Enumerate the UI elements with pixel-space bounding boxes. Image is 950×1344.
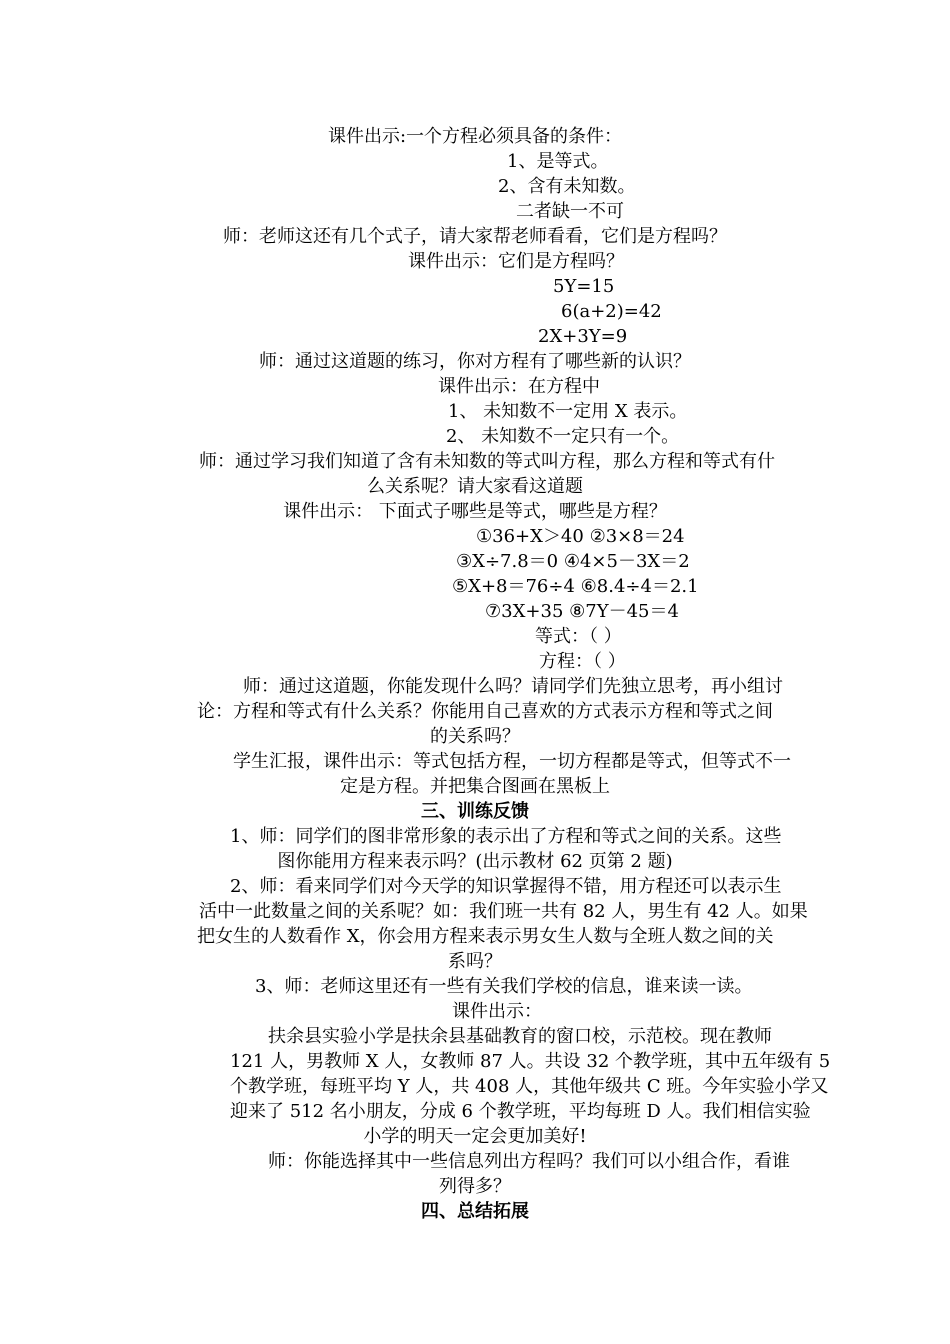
text-line: 活中一此数量之间的关系呢？如：我们班一共有 82 人，男生有 42 人。如果	[199, 901, 808, 922]
text-line: 系吗？	[448, 951, 502, 972]
text-line: 列得多？	[439, 1176, 511, 1197]
text-line: 等式：（ ）	[535, 626, 622, 647]
text-line: 么关系呢？请大家看这道题	[367, 476, 583, 497]
equation: ①36+X＞40 ②3×8＝24	[476, 526, 685, 547]
equation: ⑤X+8＝76÷4 ⑥8.4÷4＝2.1	[452, 576, 699, 597]
text-line: 课件出示：	[452, 1001, 542, 1022]
text-line: 1、 未知数不一定用 X 表示。	[448, 401, 688, 422]
text-line: 1、师：同学们的图非常形象的表示出了方程和等式之间的关系。这些	[230, 826, 782, 847]
text-line: 2、 未知数不一定只有一个。	[446, 426, 680, 447]
text-line: 课件出示：在方程中	[438, 376, 600, 397]
text-line: 迎来了 512 名小朋友，分成 6 个教学班，平均每班 D 人。我们相信实验	[230, 1101, 811, 1122]
text-line: 师：通过这道题的练习，你对方程有了哪些新的认识？	[259, 351, 691, 372]
text-line: 课件出示：它们是方程吗？	[408, 251, 624, 272]
text-line: 3、师：老师这里还有一些有关我们学校的信息，谁来读一读。	[255, 976, 753, 997]
text-line: 121 人，男教师 X 人，女教师 87 人。共设 32 个教学班，其中五年级有 5	[230, 1051, 831, 1072]
text-line: 师：通过这道题，你能发现什么吗？请同学们先独立思考，再小组讨	[243, 676, 783, 697]
text-line: 小学的明天一定会更加美好!	[363, 1126, 587, 1147]
section-heading: 四、总结拓展	[421, 1201, 529, 1222]
equation: 6(a+2)=42	[561, 301, 662, 322]
text-line: 2、含有未知数。	[498, 176, 636, 197]
equation: 5Y=15	[553, 276, 615, 297]
equation: ③X÷7.8＝0 ④4×5－3X＝2	[456, 551, 690, 572]
text-line: 图你能用方程来表示吗？(出示教材 62 页第 2 题)	[277, 851, 673, 872]
text-line: 定是方程。并把集合图画在黑板上	[340, 776, 610, 797]
text-line: 2、师：看来同学们对今天学的知识掌握得不错，用方程还可以表示生	[230, 876, 782, 897]
text-line: 课件出示:一个方程必须具备的条件：	[327, 126, 623, 147]
text-line: 个教学班，每班平均 Y 人，共 408 人，其他年级共 C 班。今年实验小学又	[230, 1076, 829, 1097]
text-line: 方程：（ ）	[539, 651, 626, 672]
text-line: 扶余县实验小学是扶余县基础教育的窗口校，示范校。现在教师	[268, 1026, 772, 1047]
text-line: 把女生的人数看作 X，你会用方程来表示男女生人数与全班人数之间的关	[197, 926, 774, 947]
equation: 2X+3Y=9	[538, 326, 628, 347]
equation: ⑦3X+35 ⑧7Y－45＝4	[485, 601, 679, 622]
text-line: 师：通过学习我们知道了含有未知数的等式叫方程，那么方程和等式有什	[199, 451, 775, 472]
text-line: 师：你能选择其中一些信息列出方程吗？我们可以小组合作，看谁	[268, 1151, 790, 1172]
text-line: 二者缺一不可	[516, 201, 624, 222]
text-line: 师：老师这还有几个式子，请大家帮老师看看，它们是方程吗？	[223, 226, 727, 247]
text-line: 课件出示： 下面式子哪些是等式，哪些是方程？	[283, 501, 667, 522]
text-line: 学生汇报，课件出示：等式包括方程，一切方程都是等式，但等式不一	[233, 751, 791, 772]
section-heading: 三、训练反馈	[421, 801, 529, 822]
text-line: 1、是等式。	[507, 151, 609, 172]
text-line: 的关系吗？	[430, 726, 520, 747]
text-line: 论：方程和等式有什么关系？你能用自己喜欢的方式表示方程和等式之间	[197, 701, 773, 722]
